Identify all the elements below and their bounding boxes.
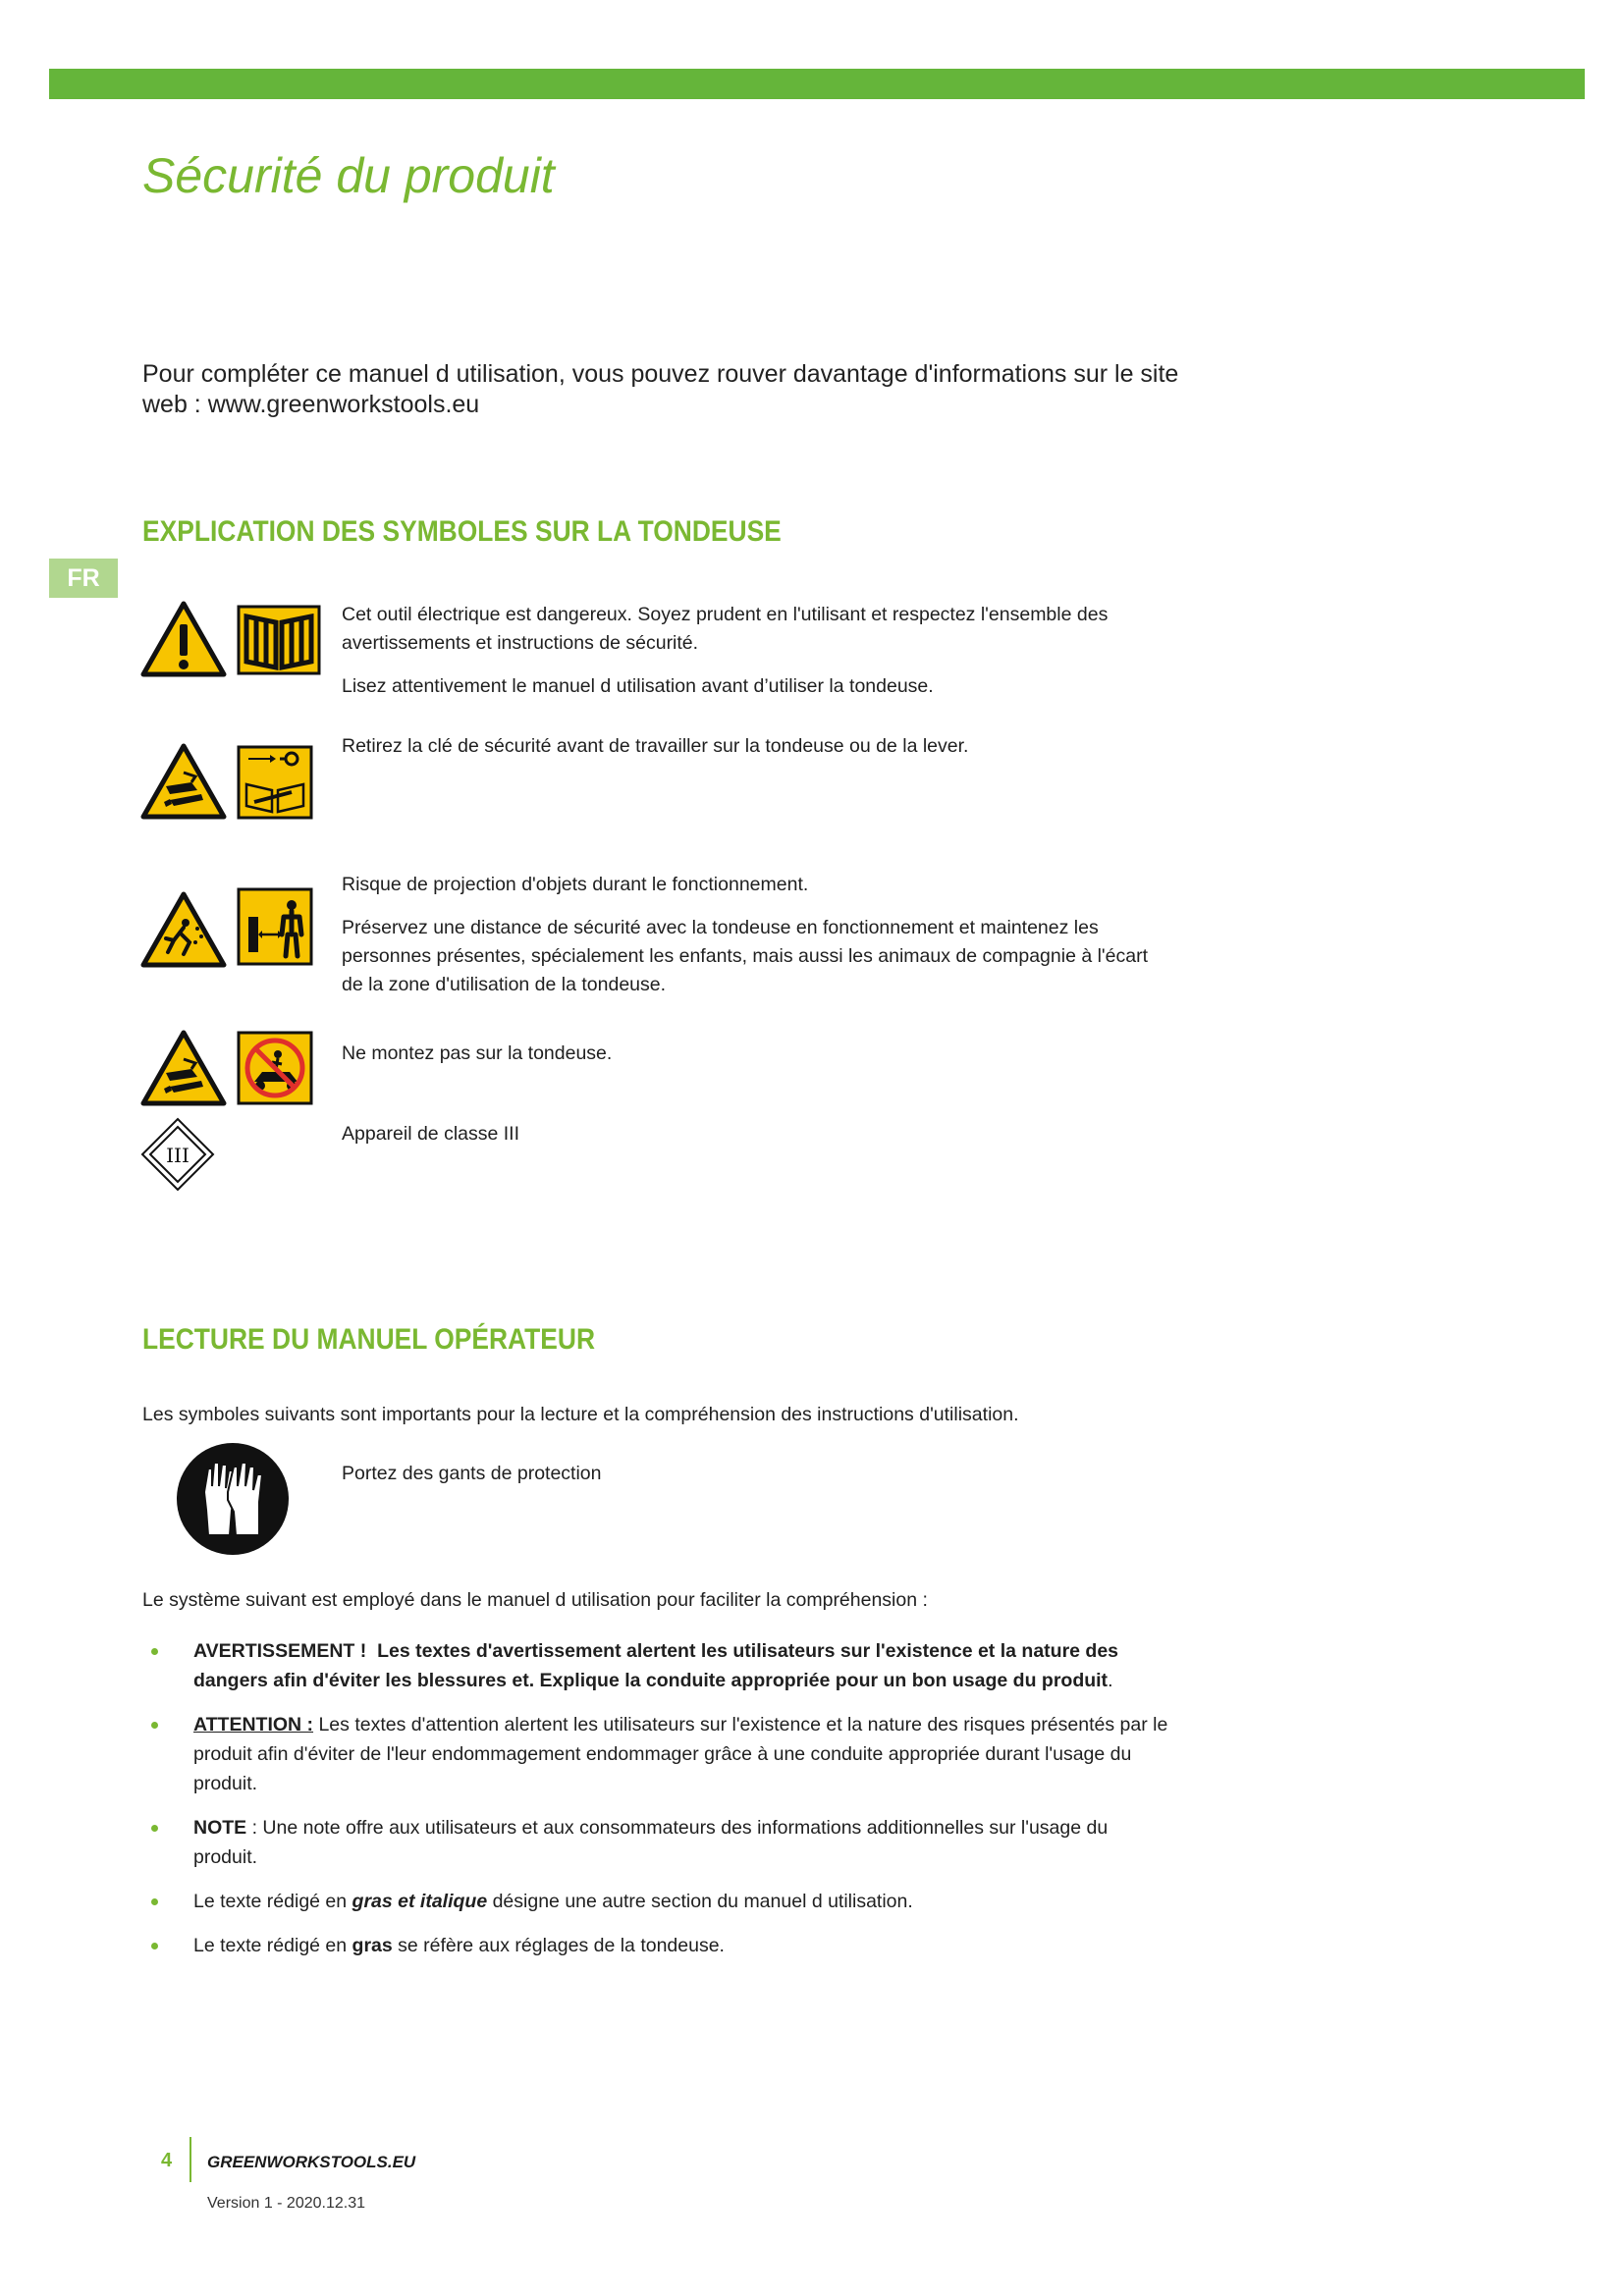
symbol-row-5-text bbox=[342, 1120, 1157, 1163]
bold-italic-before: Le texte rédigé en bbox=[193, 1891, 352, 1912]
symbol-description: Retirez la clé de sécurité avant de travailler sur la tondeuse ou de la lever. bbox=[342, 735, 969, 757]
read-manual-icon bbox=[237, 605, 321, 675]
bold-before: Le texte rédigé en bbox=[193, 1935, 352, 1956]
symbol-row-4-text bbox=[342, 1040, 1157, 1083]
symbol-description: Ne montez pas sur la tondeuse. bbox=[342, 1042, 613, 1064]
thrown-objects-icon bbox=[140, 891, 227, 968]
list-item bbox=[142, 1636, 1173, 1695]
language-tab: FR bbox=[49, 559, 118, 598]
manual-intro-text: Les symboles suivants sont importants pour la lecture et la compréhension des instructions d'utilisation. bbox=[142, 1404, 1019, 1425]
symbol-description: Cet outil électrique est dangereux. Soyez prudent en l'utilisant et respectez l'ensemble des avertissements et instructions de sécurité. bbox=[342, 604, 1109, 654]
caution-text: Les textes d'attention alertent les utilisateurs sur l'existence et la nature des risques présentés par le produit afin d'éviter de l'leur endommagement endommager grâce à une conduite appropriée durant l'usage du produit. bbox=[193, 1714, 1168, 1794]
footer-site: GREENWORKSTOOLS.EU bbox=[207, 2153, 416, 2171]
class-iii-label: III bbox=[166, 1144, 189, 1167]
no-riding-icon bbox=[237, 1031, 313, 1105]
gloves-icon bbox=[175, 1441, 291, 1557]
system-intro-text: Le système suivant est employé dans le manuel d utilisation pour faciliter la compréhension : bbox=[142, 1589, 928, 1611]
blade-hazard-icon bbox=[140, 1030, 227, 1106]
keep-distance-icon bbox=[237, 887, 313, 966]
caution-keyword: ATTENTION : bbox=[193, 1714, 314, 1735]
bullet-icon bbox=[151, 1648, 158, 1655]
symbol-row-3-text bbox=[342, 871, 1157, 1014]
page-title: Sécurité du produit bbox=[142, 148, 555, 203]
symbol-description: Lisez attentivement le manuel d utilisation avant d’utiliser la tondeuse. bbox=[342, 675, 934, 697]
gloves-description: Portez des gants de protection bbox=[342, 1463, 602, 1484]
bold-after: se réfère aux réglages de la tondeuse. bbox=[392, 1935, 725, 1956]
manual-section-heading: LECTURE DU MANUEL OPÉRATEUR bbox=[142, 1323, 596, 1356]
list-item bbox=[142, 1813, 1173, 1872]
list-item bbox=[142, 1710, 1173, 1798]
blade-hazard-icon bbox=[140, 743, 227, 820]
footer-version: Version 1 - 2020.12.31 bbox=[207, 2195, 366, 2212]
warning-text: Les textes d'avertissement alertent les utilisateurs sur l'existence et la nature des dangers afin d'éviter les blessures et. Explique la conduite appropriée pour un bon usage du produit bbox=[193, 1640, 1119, 1691]
symbol-row-1-text bbox=[342, 601, 1157, 716]
bullet-icon bbox=[151, 1825, 158, 1832]
bullet-icon bbox=[151, 1722, 158, 1729]
warning-triangle-icon bbox=[140, 601, 227, 677]
bullet-icon bbox=[151, 1898, 158, 1905]
symbol-description: Appareil de classe III bbox=[342, 1123, 520, 1145]
bold-italic-after: désigne une autre section du manuel d utilisation. bbox=[487, 1891, 913, 1912]
conventions-list bbox=[142, 1636, 1173, 1975]
note-text: : Une note offre aux utilisateurs et aux consommateurs des informations additionnelles sur l'usage du produit. bbox=[193, 1817, 1109, 1868]
note-keyword: NOTE bbox=[193, 1817, 247, 1839]
symbol-row-2-text bbox=[342, 732, 1157, 775]
symbols-section-heading: EXPLICATION DES SYMBOLES SUR LA TONDEUSE bbox=[142, 515, 782, 548]
bold-italic-keyword: gras et italique bbox=[352, 1891, 488, 1912]
intro-text: Pour compléter ce manuel d utilisation, vous pouvez rouver davantage d'informations sur le site web : www.greenworkstools.eu bbox=[142, 360, 1179, 418]
remove-key-icon bbox=[237, 745, 313, 820]
bold-keyword: gras bbox=[352, 1935, 393, 1956]
bullet-icon bbox=[151, 1943, 158, 1949]
warning-trailing: . bbox=[1108, 1670, 1113, 1691]
warning-keyword: AVERTISSEMENT ! bbox=[193, 1640, 367, 1662]
page-number: 4 bbox=[161, 2150, 173, 2171]
top-brand-bar bbox=[49, 69, 1585, 99]
gloves-text-block bbox=[342, 1460, 1157, 1503]
class-iii-icon bbox=[140, 1117, 215, 1192]
list-item bbox=[142, 1887, 1173, 1916]
footer-divider bbox=[189, 2137, 191, 2182]
symbol-description: Risque de projection d'objets durant le fonctionnement. bbox=[342, 874, 809, 895]
symbol-description: Préservez une distance de sécurité avec la tondeuse en fonctionnement et maintenez les personnes présentes, spécialement les enfants, mais aussi les animaux de compagnie à l'écart de la zone d'utilisation de la tondeuse. bbox=[342, 917, 1148, 995]
list-item bbox=[142, 1931, 1173, 1960]
